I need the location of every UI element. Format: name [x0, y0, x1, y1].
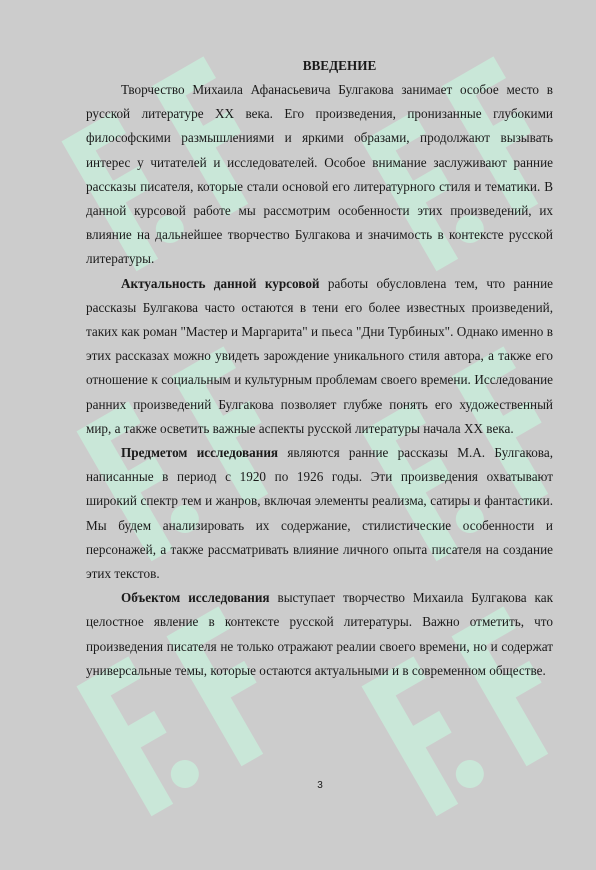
paragraph-text: Творчество Михаила Афанасьевича Булгакова занимает особое место в русской литературе XX века. Его произведения, пронизанные глубокими философскими размышлениями и яркими образами, продолжают вызывать интерес у читателей и исследователей. Особое внимание заслуживают ранние рассказы писателя, которые стали основой его литературного стиля и тематики. В данной курсовой работе мы рассмотрим особенности этих произведений, их влияние на дальнейшее творчество Булгакова и значимость в контексте русской литературы. — [86, 82, 553, 267]
section-title: ВВЕДЕНИЕ — [302, 58, 377, 73]
paragraph-object — [86, 586, 553, 683]
page-number: 3 — [317, 780, 323, 791]
paragraph-lead: Объектом исследования — [121, 590, 270, 606]
paragraph-lead: Предметом исследования — [121, 445, 279, 461]
paragraph-text: работы обусловлена тем, что ранние рассказы Булгакова часто остаются в тени его более известных произведений, таких как роман "Мастер и Маргарита" и пьеса "Дни Турбиных". Однако именно в этих рассказах можно увидеть зарождение уникального стиля автора, а также его отношение к социальным и культурным проблемам своего времени. Исследование ранних произведений Булгакова позволяет глубже понять его художественный мир, а также осветить важные аспекты русской литературы начала XX века. — [86, 275, 553, 436]
paragraph-text: являются ранние рассказы М.А. Булгакова, написанные в период с 1920 по 1926 годы. Эти произведения охватывают широкий спектр тем и жанров, включая элементы реализма, сатиры и фантастики. Мы будем анализировать их содержание, стилистические особенности и персонажей, а также рассматривать влияние личного опыта писателя на создание этих текстов. — [86, 445, 553, 582]
paragraph-text: выступает творчество Михаила Булгакова как целостное явление в контексте русской литературы. Важно отметить, что произведения писателя не только отражают реалии своего времени, но и содержат универсальные темы, которые остаются актуальными и в современном обществе. — [86, 590, 553, 678]
paragraph-intro — [86, 78, 553, 272]
paragraph-lead: Актуальность данной курсовой — [121, 275, 320, 291]
document-body — [86, 56, 553, 683]
paragraph-subject — [86, 441, 553, 586]
paragraph-relevance — [86, 272, 553, 441]
